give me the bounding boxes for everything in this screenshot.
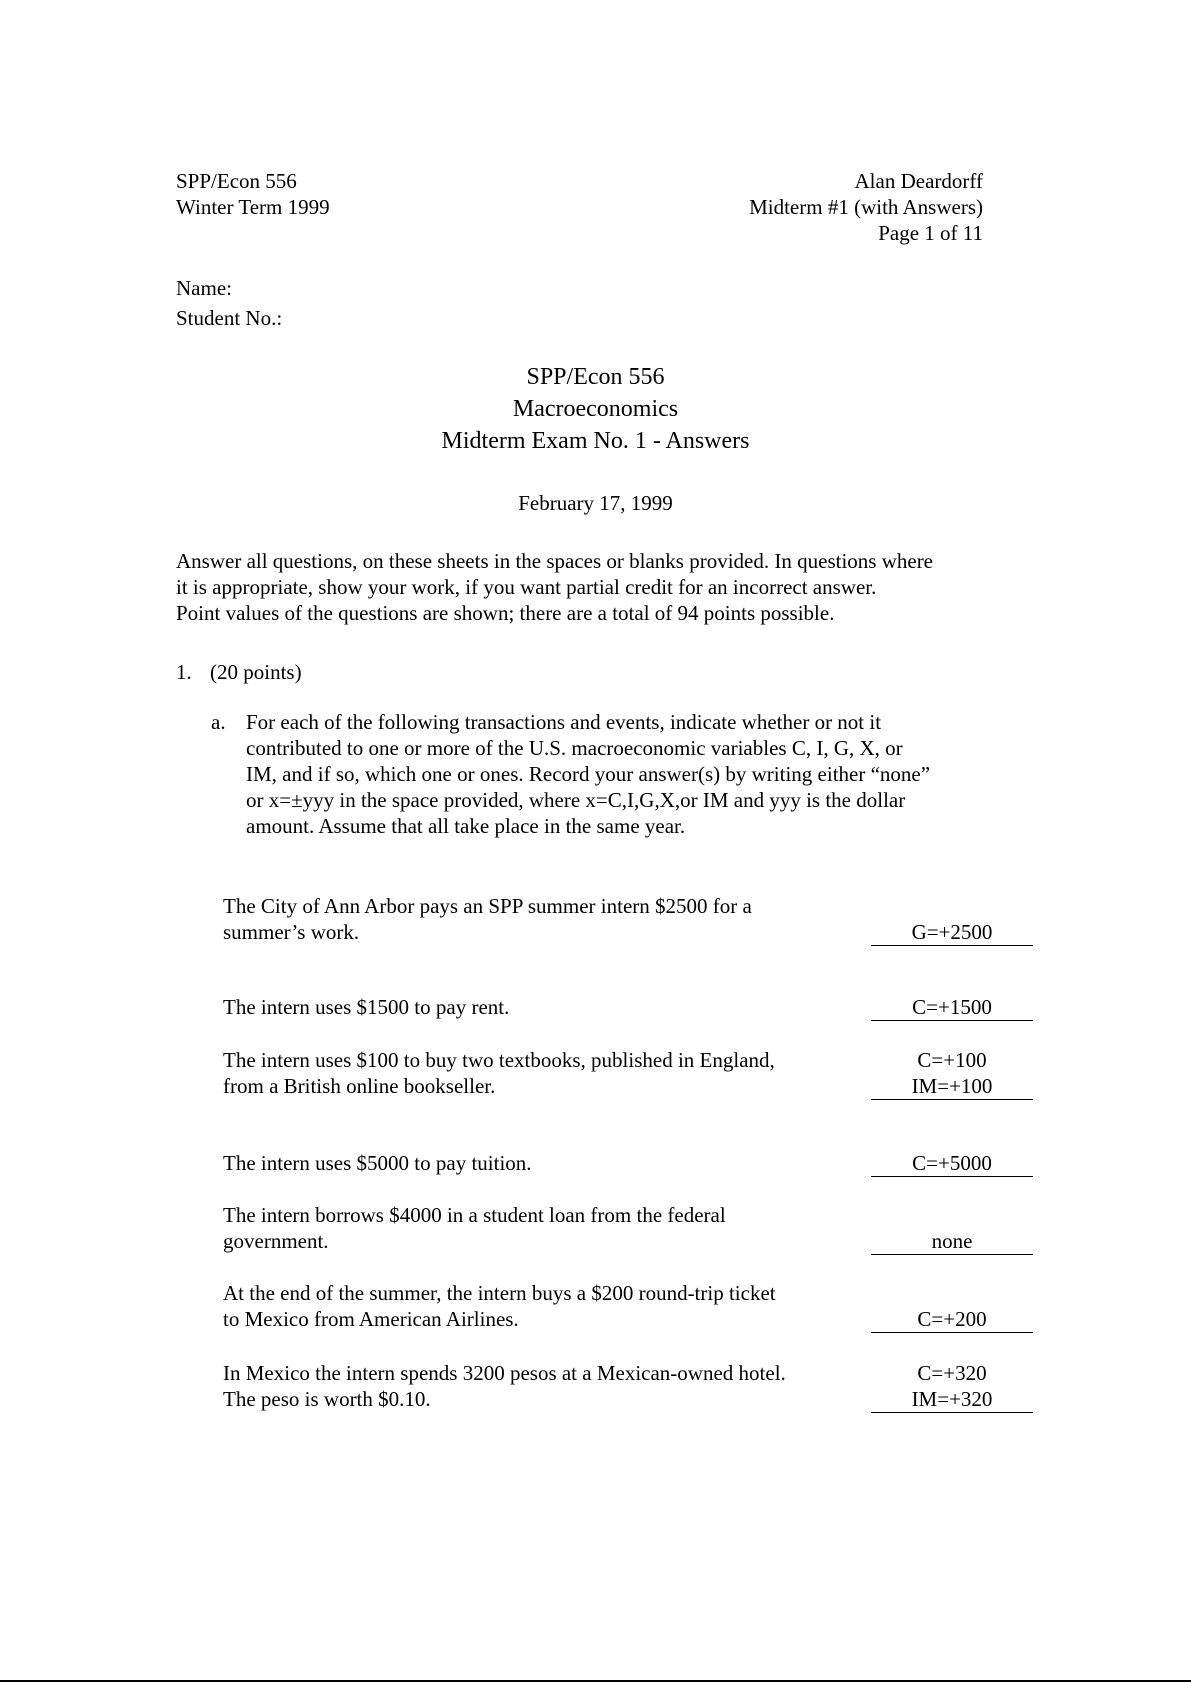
answer-value: G=+2500 bbox=[911, 920, 993, 944]
answer-value: C=+1500 bbox=[912, 995, 992, 1019]
instructions bbox=[176, 548, 933, 626]
transaction-text: The peso is worth $0.10. bbox=[223, 1387, 431, 1411]
answer-value: none bbox=[931, 1229, 973, 1253]
transaction-text: to Mexico from American Airlines. bbox=[223, 1307, 519, 1331]
answer-value: C=+200 bbox=[917, 1307, 987, 1331]
title-course: SPP/Econ 556 bbox=[526, 364, 665, 390]
answer-value: IM=+100 bbox=[911, 1074, 993, 1098]
exam-title bbox=[0, 361, 1191, 457]
transaction-text: The intern uses $5000 to pay tuition. bbox=[223, 1151, 532, 1175]
question-points: (20 points) bbox=[210, 660, 302, 684]
transaction-item bbox=[223, 994, 509, 1020]
transaction-text: The intern borrows $4000 in a student loan from the federal bbox=[223, 1203, 726, 1227]
name-label: Name: bbox=[176, 276, 232, 300]
title-exam: Midterm Exam No. 1 - Answers bbox=[441, 428, 750, 454]
transaction-text: government. bbox=[223, 1229, 329, 1253]
transaction-item bbox=[223, 1280, 776, 1332]
transaction-text: At the end of the summer, the intern buys a $200 round-trip ticket bbox=[223, 1281, 776, 1305]
instructor: Alan Deardorff bbox=[854, 169, 983, 193]
transaction-text: The intern uses $1500 to pay rent. bbox=[223, 995, 510, 1019]
transaction-item bbox=[223, 1047, 775, 1099]
instructions-line: it is appropriate, show your work, if you want partial credit for an incorrect answer. bbox=[176, 575, 877, 599]
header-left bbox=[176, 168, 330, 220]
transaction-item bbox=[223, 1360, 786, 1412]
answer-blank[interactable] bbox=[871, 1047, 1033, 1100]
student-fields bbox=[176, 275, 282, 331]
bottom-rule bbox=[0, 1680, 1191, 1682]
part-a-line: contributed to one or more of the U.S. macroeconomic variables C, I, G, X, or bbox=[246, 736, 903, 760]
course-code: SPP/Econ 556 bbox=[176, 169, 297, 193]
student-number-label: Student No.: bbox=[176, 306, 283, 330]
transaction-item bbox=[223, 1150, 532, 1176]
part-a-line: IM, and if so, which one or ones. Record your answer(s) by writing either “none” bbox=[246, 762, 931, 786]
question-1-heading bbox=[176, 659, 302, 685]
answer-value: C=+5000 bbox=[912, 1151, 992, 1175]
transaction-item bbox=[223, 1202, 726, 1254]
answer-blank[interactable] bbox=[871, 1306, 1033, 1333]
part-a-line: or x=±yyy in the space provided, where x=C,I,G,X,or IM and yyy is the dollar bbox=[246, 788, 906, 812]
transaction-text: The City of Ann Arbor pays an SPP summer intern $2500 for a bbox=[223, 894, 752, 918]
part-a-line: For each of the following transactions and events, indicate whether or not it bbox=[246, 710, 882, 734]
question-number: 1. bbox=[176, 660, 192, 684]
instructions-line: Point values of the questions are shown; there are a total of 94 points possible. bbox=[176, 601, 835, 625]
instructions-line: Answer all questions, on these sheets in the spaces or blanks provided. In questions where bbox=[176, 549, 934, 573]
transaction-text: The intern uses $100 to buy two textbooks, published in England, bbox=[223, 1048, 775, 1072]
transaction-text: In Mexico the intern spends 3200 pesos at a Mexican-owned hotel. bbox=[223, 1361, 786, 1385]
answer-blank[interactable] bbox=[871, 1150, 1033, 1177]
answer-blank[interactable] bbox=[871, 994, 1033, 1021]
answer-value: IM=+320 bbox=[911, 1387, 993, 1411]
answer-value: C=+100 bbox=[917, 1048, 987, 1072]
part-a-text bbox=[246, 709, 930, 839]
exam-label: Midterm #1 (with Answers) bbox=[749, 195, 983, 219]
header-right bbox=[749, 168, 983, 246]
answer-blank[interactable] bbox=[871, 1360, 1033, 1413]
part-letter: a. bbox=[211, 710, 226, 734]
transaction-text: from a British online bookseller. bbox=[223, 1074, 496, 1098]
page-number: Page 1 of 11 bbox=[878, 221, 983, 245]
title-subject: Macroeconomics bbox=[512, 396, 679, 422]
exam-date: February 17, 1999 bbox=[518, 491, 673, 515]
answer-blank[interactable] bbox=[871, 1228, 1033, 1255]
term: Winter Term 1999 bbox=[176, 195, 330, 219]
answer-blank[interactable] bbox=[871, 919, 1033, 946]
part-a-line: amount. Assume that all take place in the same year. bbox=[246, 814, 686, 838]
transaction-item bbox=[223, 893, 752, 945]
answer-value: C=+320 bbox=[917, 1361, 987, 1385]
transaction-text: summer’s work. bbox=[223, 920, 360, 944]
